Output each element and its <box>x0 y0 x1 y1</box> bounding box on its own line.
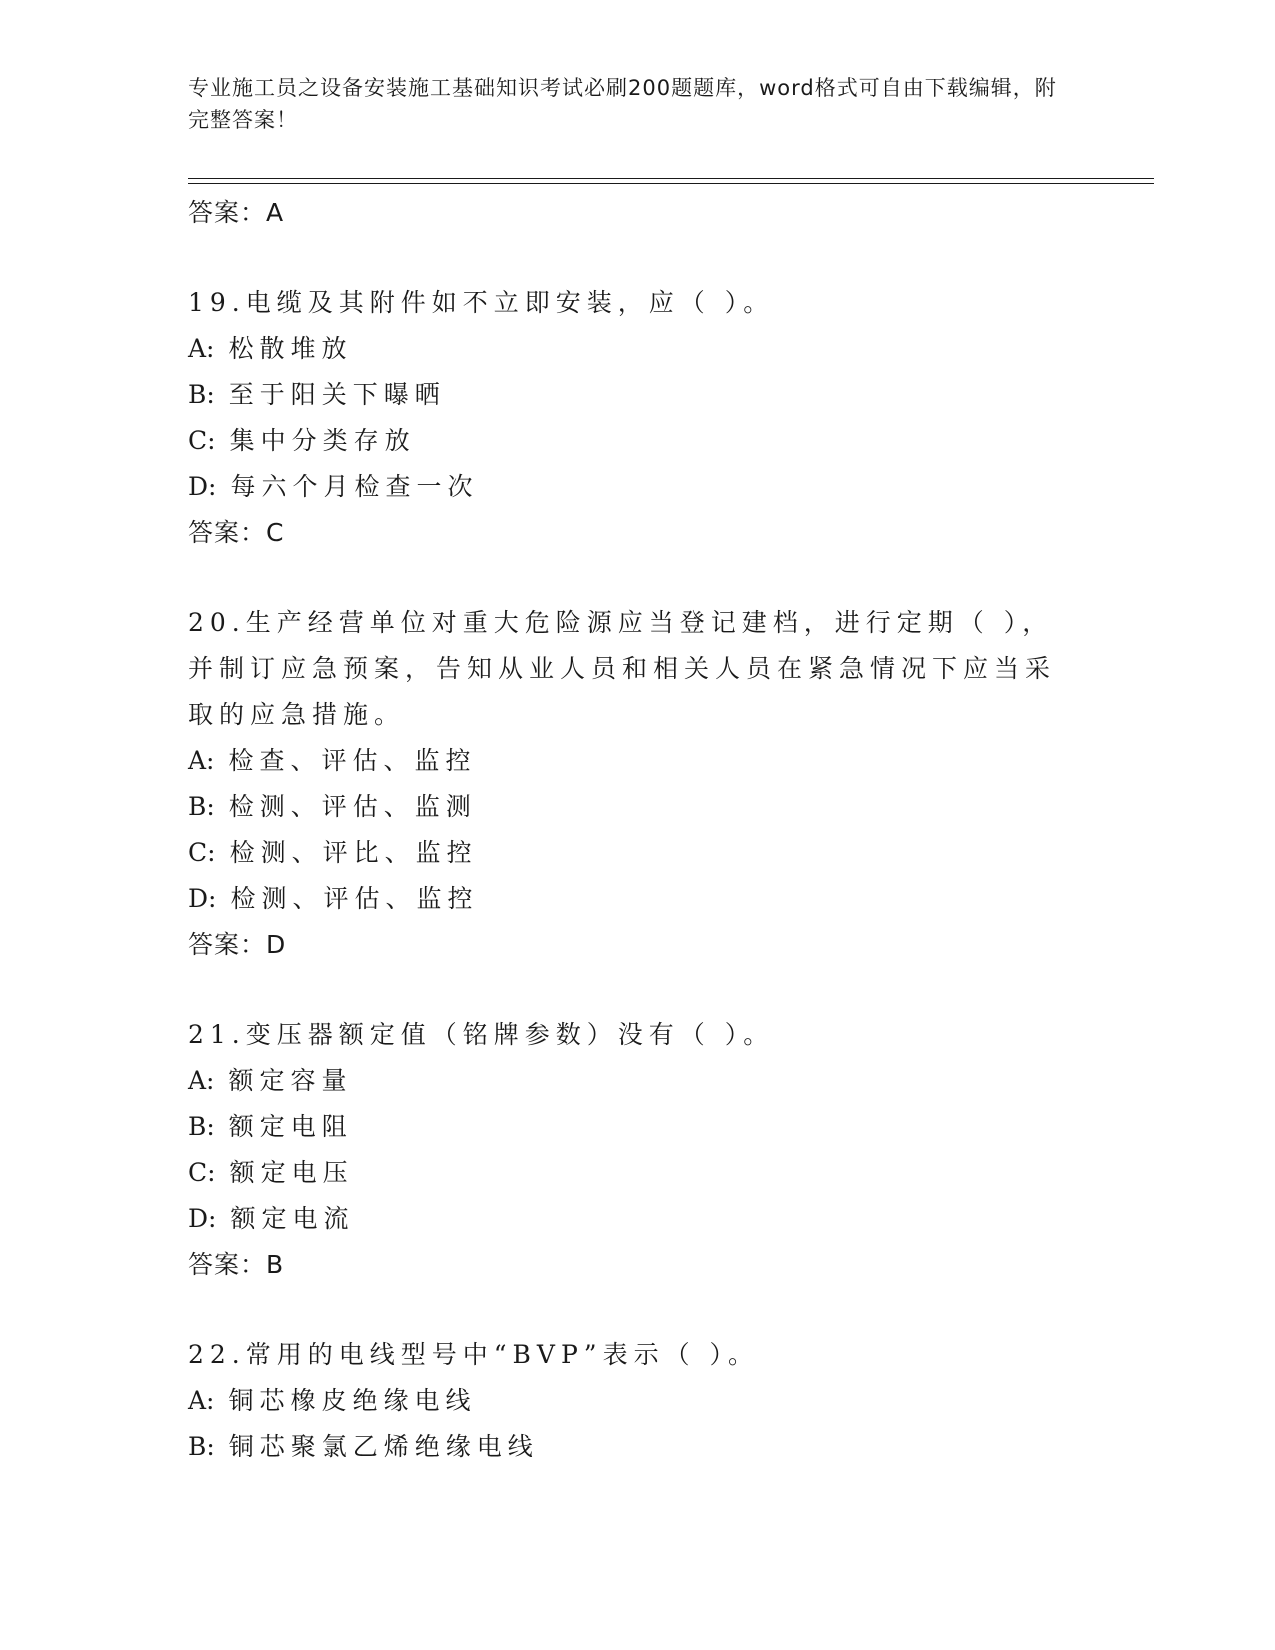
option-b: B: 铜芯聚氯乙烯绝缘电线 <box>188 1432 539 1461</box>
question-list <box>188 190 1088 1470</box>
header-divider-bottom <box>188 183 1154 184</box>
question-21 <box>188 1012 1088 1288</box>
header-divider-top <box>188 178 1154 179</box>
option-b: B: 额定电阻 <box>188 1112 353 1141</box>
question-stem: 21.变压器额定值（铭牌参数）没有（ ）。 <box>188 1020 775 1049</box>
option-b: B: 检测、评估、监测 <box>188 792 477 821</box>
question-22 <box>188 1332 1088 1470</box>
answer-line: 答案：B <box>188 1250 285 1279</box>
question-19 <box>188 280 1088 556</box>
option-d: D: 每六个月检查一次 <box>188 472 479 501</box>
question-stem: 19.电缆及其附件如不立即安装，应（ ）。 <box>188 288 775 317</box>
option-c: C: 额定电压 <box>188 1158 354 1187</box>
question-stem: 20.生产经营单位对重大危险源应当登记建档，进行定期（ ），并制订应急预案，告知从业人员和相关人员在紧急情况下应当采取的应急措施。 <box>188 608 1057 729</box>
option-b: B: 至于阳关下曝晒 <box>188 380 446 409</box>
option-d: D: 检测、评估、监控 <box>188 884 479 913</box>
option-a: A: 额定容量 <box>188 1066 353 1095</box>
question-stem: 22.常用的电线型号中“BVP”表示（ ）。 <box>188 1340 760 1369</box>
option-c: C: 检测、评比、监控 <box>188 838 478 867</box>
option-a: A: 松散堆放 <box>188 334 353 363</box>
option-a: A: 铜芯橡皮绝缘电线 <box>188 1386 477 1415</box>
answer-line: 答案：A <box>188 198 285 227</box>
option-d: D: 额定电流 <box>188 1204 355 1233</box>
answer-line: 答案：C <box>188 518 285 547</box>
option-a: A: 检查、评估、监控 <box>188 746 477 775</box>
question-20 <box>188 600 1088 968</box>
option-c: C: 集中分类存放 <box>188 426 416 455</box>
answer-line: 答案：D <box>188 930 287 959</box>
document-header: 专业施工员之设备安装施工基础知识考试必刷200题题库，word格式可自由下载编辑，附完整答案！ <box>188 76 1057 132</box>
